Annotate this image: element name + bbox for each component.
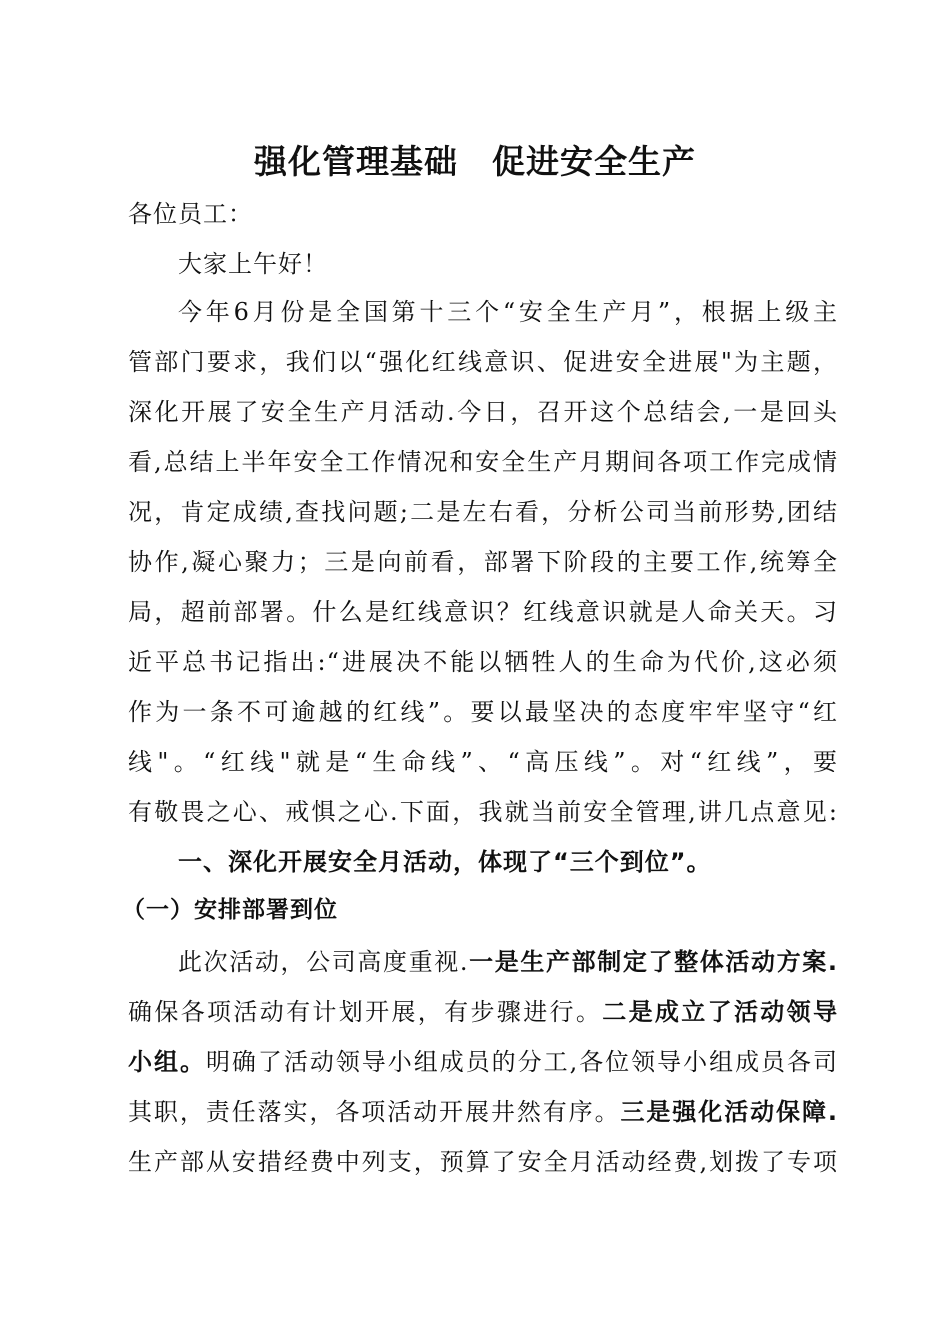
body-line xyxy=(178,944,838,980)
body-text: 明确了活动领导小组成员的分工,各位领导小组成员各司 xyxy=(205,1048,838,1076)
body-text: 此次活动，公司高度重视. xyxy=(178,948,469,976)
salutation: 各位员工： xyxy=(128,200,253,228)
intro-line: 看,总结上半年安全工作情况和安全生产月期间各项工作完成情 xyxy=(128,448,838,476)
intro-line: 局，超前部署。什么是红线意识？红线意识就是人命关天。习 xyxy=(128,598,838,626)
body-line xyxy=(128,1094,838,1130)
intro-line: 近平总书记指出:“进展决不能以牺牲人的生命为代价,这必须 xyxy=(128,648,838,676)
body-text: 确保各项活动有计划开展，有步骤进行。 xyxy=(128,998,603,1026)
intro-line: 有敬畏之心、戒惧之心.下面，我就当前安全管理,讲几点意见: xyxy=(128,798,838,826)
intro-line: 线"。“红线"就是“生命线”、“高压线”。对“红线”，要 xyxy=(128,748,838,776)
emphasis-text: 二是成立了活动领导 xyxy=(602,998,839,1026)
intro-line: 况，肯定成绩,查找问题;二是左右看，分析公司当前形势,团结 xyxy=(128,498,838,526)
emphasis-text: 小组。 xyxy=(128,1048,206,1076)
intro-line: 深化开展了安全生产月活动.今日，召开这个总结会,一是回头 xyxy=(128,398,838,426)
greeting: 大家上午好！ xyxy=(178,250,328,278)
body-text: 其职，责任落实，各项活动开展井然有序。 xyxy=(128,1098,621,1126)
body-line xyxy=(128,1044,838,1080)
section-heading: 一、深化开展安全月活动，体现了“三个到位”。 xyxy=(178,848,712,876)
body-line xyxy=(128,994,838,1030)
intro-line: 协作,凝心聚力；三是向前看，部署下阶段的主要工作,统筹全 xyxy=(128,548,838,576)
body-line: 生产部从安措经费中列支，预算了安全月活动经费,划拨了专项 xyxy=(128,1148,838,1176)
emphasis-text: 三是强化活动保障. xyxy=(620,1098,839,1126)
document-title: 强化管理基础 促进安全生产 xyxy=(254,142,696,181)
emphasis-text: 一是生产部制定了整体活动方案. xyxy=(468,948,838,976)
subsection-heading: （一）安排部署到位 xyxy=(122,897,338,923)
intro-line: 今年6月份是全国第十三个“安全生产月”，根据上级主 xyxy=(178,298,838,326)
intro-line: 作为一条不可逾越的红线”。要以最坚决的态度牢牢坚守“红 xyxy=(128,698,838,726)
intro-line: 管部门要求，我们以“强化红线意识、促进安全进展"为主题， xyxy=(128,348,838,376)
